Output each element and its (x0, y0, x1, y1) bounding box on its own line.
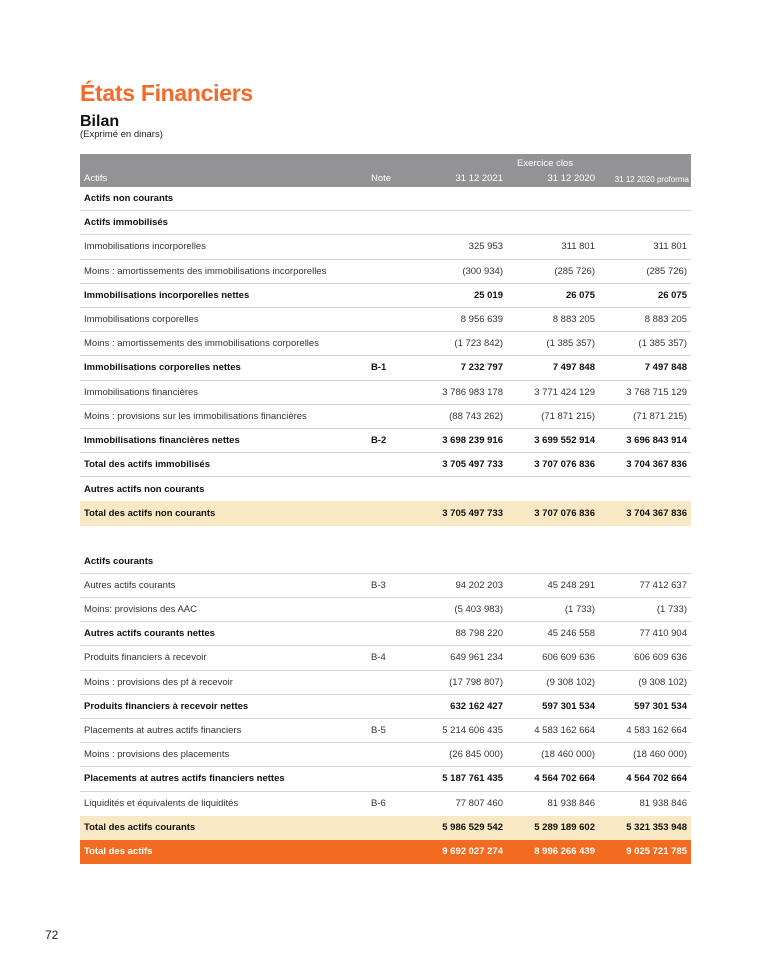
value-2021: 649 961 234 (450, 652, 503, 664)
value-2020-proforma: (1 385 357) (638, 338, 687, 350)
table-row (80, 671, 691, 695)
value-2021: 88 798 220 (455, 628, 503, 640)
value-2021: 632 162 427 (450, 700, 503, 712)
value-2021: 3 705 497 733 (442, 508, 503, 520)
table-row (80, 356, 691, 380)
table-row (80, 840, 691, 864)
row-note: B-4 (371, 652, 386, 664)
value-2020: 45 246 558 (547, 628, 595, 640)
value-2020: (1 733) (564, 604, 595, 616)
row-note: B-5 (371, 725, 386, 737)
value-2020-proforma: 4 583 162 664 (626, 725, 687, 737)
row-label: Moins : provisions des pf à recevoir (84, 676, 233, 688)
value-2020-proforma: 5 321 353 948 (626, 822, 687, 834)
value-2021: 9 692 027 274 (442, 846, 503, 858)
value-2020-proforma: 3 704 367 836 (626, 459, 687, 471)
value-2021: 5 214 606 435 (442, 725, 503, 737)
value-2020-proforma: 7 497 848 (644, 362, 687, 374)
value-2021: (17 798 807) (449, 676, 503, 688)
value-2020: (71 871 215) (541, 410, 595, 422)
table-row (80, 743, 691, 767)
value-2020: 4 583 162 664 (534, 725, 595, 737)
row-label: Autres actifs courants nettes (84, 628, 215, 640)
value-2020: 26 075 (565, 289, 595, 301)
table-row (80, 453, 691, 477)
row-label: Actifs non courants (84, 193, 174, 205)
unit-note: (Exprimé en dinars) (80, 129, 163, 140)
table-row (80, 284, 691, 308)
value-2020-proforma: 4 564 702 664 (626, 773, 687, 785)
value-2020: 3 707 076 836 (534, 459, 595, 471)
table-row (80, 719, 691, 743)
row-label: Moins : provisions sur les immobilisations financières (84, 410, 307, 422)
row-label: Moins : amortissements des immobilisations incorporelles (84, 265, 327, 277)
value-2020: (1 385 357) (546, 338, 595, 350)
header-col-2021: 31 12 2021 (455, 173, 503, 184)
value-2020-proforma: 8 883 205 (644, 314, 687, 326)
table-header (80, 154, 691, 187)
value-2020: 3 699 552 914 (534, 434, 595, 446)
table-row (80, 187, 691, 211)
value-2020: (18 460 000) (541, 749, 595, 761)
value-2020: 3 771 424 129 (534, 386, 595, 398)
value-2021: (5 403 983) (454, 604, 503, 616)
page-number: 72 (45, 928, 59, 942)
table-row (80, 622, 691, 646)
value-2020-proforma: (71 871 215) (633, 410, 687, 422)
value-2020: 597 301 534 (542, 700, 595, 712)
value-2020-proforma: (18 460 000) (633, 749, 687, 761)
value-2021: (300 934) (462, 265, 503, 277)
value-2021: 7 232 797 (460, 362, 503, 374)
row-label: Produits financiers à recevoir (84, 652, 207, 664)
row-label: Total des actifs immobilisés (84, 459, 211, 471)
table-row (80, 211, 691, 235)
row-label: Placements at autres actifs financiers (84, 725, 242, 737)
row-label: Immobilisations corporelles nettes (84, 362, 241, 374)
table-row (80, 308, 691, 332)
value-2020-proforma: 77 410 904 (639, 628, 687, 640)
value-2020-proforma: (9 308 102) (638, 676, 687, 688)
row-label: Autres actifs courants (84, 579, 176, 591)
value-2020-proforma: (1 733) (656, 604, 687, 616)
row-label: Produits financiers à recevoir nettes (84, 700, 249, 712)
value-2020: (285 726) (554, 265, 595, 277)
value-2020: 3 707 076 836 (534, 508, 595, 520)
row-label: Immobilisations incorporelles (84, 241, 206, 253)
row-label: Moins : amortissements des immobilisations corporelles (84, 338, 319, 350)
value-2020: 606 609 636 (542, 652, 595, 664)
row-note: B-6 (371, 798, 386, 810)
table-row (80, 816, 691, 840)
table-row (80, 477, 691, 501)
row-label: Immobilisations financières nettes (84, 434, 240, 446)
value-2021: 5 986 529 542 (442, 822, 503, 834)
value-2020-proforma: 3 768 715 129 (626, 386, 687, 398)
row-label: Moins: provisions des AAC (84, 604, 197, 616)
value-2020: 8 996 266 439 (534, 846, 595, 858)
row-label: Immobilisations financières (84, 386, 199, 398)
table-row (80, 574, 691, 598)
row-label: Total des actifs non courants (84, 508, 216, 520)
row-note: B-2 (371, 434, 387, 446)
value-2021: 25 019 (473, 289, 503, 301)
row-label: Total des actifs courants (84, 822, 196, 834)
table-row (80, 501, 691, 525)
table-row (80, 332, 691, 356)
table-spacer (80, 526, 691, 550)
row-label: Liquidités et équivalents de liquidités (84, 798, 239, 810)
value-2020-proforma: 3 696 843 914 (626, 434, 687, 446)
row-label: Immobilisations incorporelles nettes (84, 289, 250, 301)
header-col-2020-proforma: 31 12 2020 proforma (614, 175, 689, 184)
value-2021: 5 187 761 435 (442, 773, 503, 785)
table-row (80, 405, 691, 429)
row-label: Actifs immobilisés (84, 217, 168, 229)
value-2020-proforma: 606 609 636 (634, 652, 687, 664)
value-2021: (88 743 262) (449, 410, 503, 422)
value-2021: 77 807 460 (455, 798, 503, 810)
table-row (80, 550, 691, 574)
table-row (80, 429, 691, 453)
value-2020-proforma: 26 075 (657, 289, 687, 301)
value-2021: 94 202 203 (455, 579, 503, 591)
header-note: Note (371, 173, 392, 184)
value-2021: 3 705 497 733 (442, 459, 503, 471)
table-row (80, 260, 691, 284)
value-2020: 311 801 (561, 241, 595, 253)
table-row (80, 767, 691, 791)
value-2020-proforma: 77 412 637 (639, 579, 687, 591)
value-2021: 8 956 639 (460, 314, 503, 326)
row-label: Autres actifs non courants (84, 483, 205, 495)
table-row (80, 695, 691, 719)
header-group-exercice: Exercice clos (517, 158, 573, 169)
table-row (80, 598, 691, 622)
value-2020-proforma: 81 938 846 (639, 798, 687, 810)
value-2021: (1 723 842) (454, 338, 503, 350)
table-row (80, 235, 691, 259)
value-2021: (26 845 000) (449, 749, 503, 761)
value-2020: 5 289 189 602 (534, 822, 595, 834)
value-2020-proforma: 311 801 (653, 241, 687, 253)
row-label: Total des actifs (84, 846, 153, 858)
row-note: B-1 (371, 362, 387, 374)
value-2020: 4 564 702 664 (534, 773, 595, 785)
value-2020: (9 308 102) (546, 676, 595, 688)
row-note: B-3 (371, 579, 386, 591)
table-row (80, 646, 691, 670)
section-title: Bilan (80, 113, 120, 130)
table-row (80, 792, 691, 816)
value-2021: 3 698 239 916 (442, 434, 503, 446)
value-2020-proforma: (285 726) (646, 265, 687, 277)
header-actifs: Actifs (84, 173, 108, 184)
value-2020-proforma: 9 025 721 785 (626, 846, 687, 858)
value-2020: 8 883 205 (552, 314, 595, 326)
row-label: Immobilisations corporelles (84, 314, 199, 326)
page-title: États Financiers (80, 80, 253, 106)
row-label: Placements at autres actifs financiers nettes (84, 773, 285, 785)
value-2020: 81 938 846 (547, 798, 595, 810)
table-body (80, 187, 691, 864)
value-2020: 45 248 291 (547, 579, 595, 591)
value-2021: 325 953 (468, 241, 503, 253)
value-2020-proforma: 597 301 534 (634, 700, 687, 712)
row-label: Actifs courants (84, 555, 154, 567)
table-row (80, 381, 691, 405)
header-col-2020: 31 12 2020 (547, 173, 595, 184)
value-2020-proforma: 3 704 367 836 (626, 508, 687, 520)
balance-sheet-table (80, 154, 691, 864)
value-2021: 3 786 983 178 (442, 386, 503, 398)
row-label: Moins : provisions des placements (84, 749, 230, 761)
value-2020: 7 497 848 (552, 362, 595, 374)
